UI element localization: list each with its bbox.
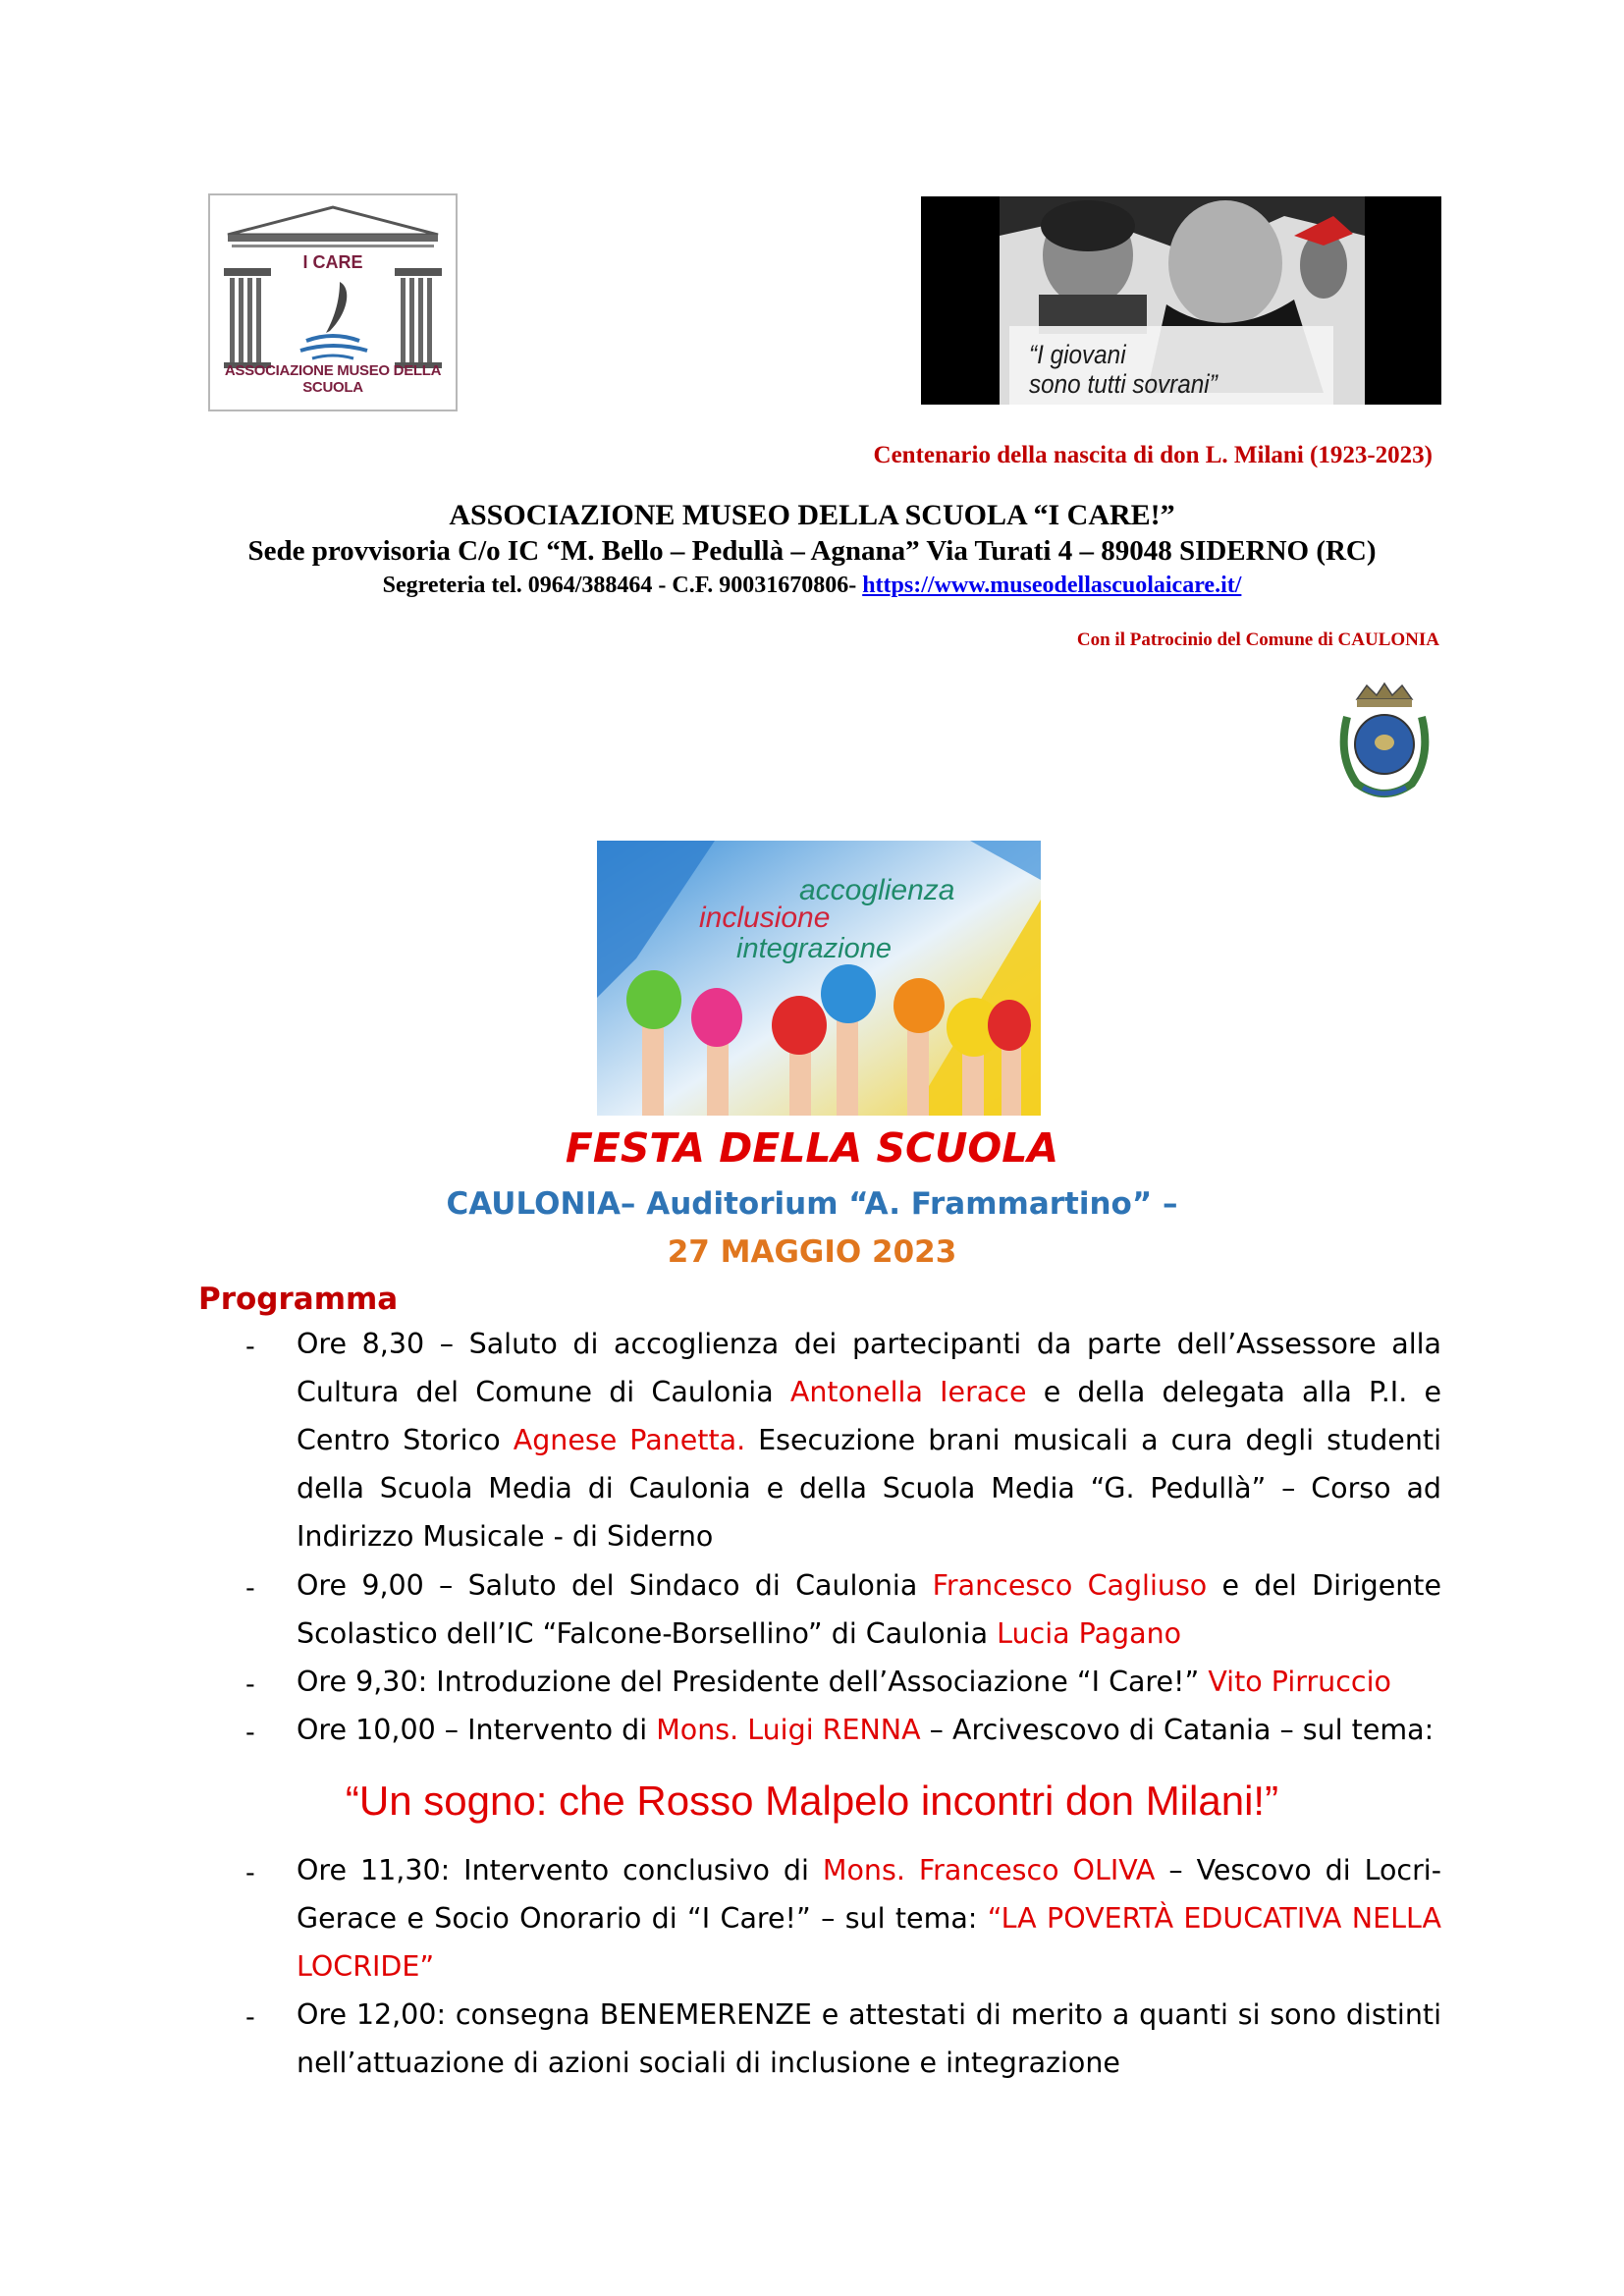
photo-caption	[1029, 340, 1218, 399]
logo-label: I CARE	[302, 252, 363, 272]
text-segment: Ore 10,00 – Intervento di	[297, 1714, 657, 1746]
caption-line-1: “I giovani	[1029, 340, 1126, 369]
association-title: ASSOCIAZIONE MUSEO DELLA SCUOLA “I CARE!”	[449, 499, 1175, 531]
text-segment: e della delegata alla P.I. e Centro Storico	[297, 1376, 1442, 1456]
event-venue: CAULONIA– Auditorium “A. Frammartino” –	[446, 1186, 1178, 1222]
person-name: Mons. Francesco OLIVA	[822, 1854, 1156, 1886]
text-segment: e del Dirigente Scolastico dell’IC “Falcone-Borsellino” di Caulonia	[297, 1569, 1442, 1650]
patrocinio-line: Con il Patrocinio del Comune di CAULONIA	[1076, 629, 1439, 650]
programma-heading: Programma	[198, 1282, 399, 1317]
text-segment: Ore 9,00 – Saluto del Sindaco di Caulonia	[297, 1569, 933, 1602]
banner-word-accoglienza: accoglienza	[799, 874, 955, 906]
centenario-line: Centenario della nascita di don L. Milani (1923-2023)	[873, 442, 1433, 468]
text-segment: Ore 12,00: consegna BENEMERENZE e attestati di merito a quanti si sono distinti nell’attuazione di azioni sociali di inclusione e integrazione	[297, 1998, 1441, 2079]
program-item-text	[297, 1706, 1441, 1754]
list-dash: -	[245, 1858, 255, 1888]
coat-of-arms-icon	[1327, 678, 1441, 807]
person-name: Francesco Cagliuso	[932, 1569, 1208, 1602]
sede-line: Sede provvisoria C/o IC “M. Bello – Pedullà – Agnana” Via Turati 4 – 89048 SIDERNO (RC)	[247, 535, 1377, 567]
text-segment: Ore 11,30: Intervento conclusivo di	[297, 1854, 823, 1886]
logo-caption: ASSOCIAZIONE MUSEO DELLA SCUOLA	[224, 362, 442, 396]
segreteria-text: Segreteria tel. 0964/388464 - C.F. 90031670806-	[382, 573, 863, 598]
event-banner	[597, 841, 1041, 1116]
text-segment: – Arcivescovo di Catania – sul tema:	[920, 1714, 1435, 1746]
banner-word-inclusione: inclusione	[699, 902, 831, 934]
program-item-text	[297, 1991, 1441, 2087]
text-segment: – Vescovo di Locri-Gerace e Socio Onorario di “I Care!” – sul tema:	[297, 1854, 1441, 1935]
list-dash: -	[245, 2002, 255, 2033]
person-name: Mons. Luigi RENNA	[656, 1714, 921, 1746]
program-item-text	[297, 1846, 1441, 1991]
milani-photo	[921, 196, 1441, 405]
list-dash: -	[245, 1573, 255, 1604]
text-segment: Esecuzione brani musicali a cura degli studenti della Scuola Media di Caulonia e della Scuola Media “G. Pedullà” – Corso ad Indirizzo Musicale - di Siderno	[297, 1424, 1441, 1553]
theme-title: “LA POVERTÀ EDUCATIVA NELLA LOCRIDE”	[297, 1902, 1441, 1983]
list-dash: -	[245, 1332, 255, 1362]
list-dash: -	[245, 1669, 255, 1700]
text-segment: Ore 9,30: Introduzione del Presidente dell’Associazione “I Care!”	[297, 1666, 1209, 1698]
website-link[interactable]: https://www.museodellascuolaicare.it/	[862, 573, 1242, 598]
text-segment: Ore 8,30 – Saluto di accoglienza dei partecipanti da parte dell’Assessore alla Cultura del Comune di Caulonia	[297, 1328, 1441, 1408]
list-dash: -	[245, 1718, 255, 1748]
person-name: Vito Pirruccio	[1208, 1666, 1391, 1698]
theme-quote: “Un sogno: che Rosso Malpelo incontri don Milani!”	[345, 1777, 1279, 1824]
segreteria-line	[0, 573, 1624, 599]
event-date: 27 MAGGIO 2023	[667, 1234, 957, 1270]
museo-logo	[208, 193, 458, 411]
banner-word-integrazione: integrazione	[736, 933, 892, 964]
event-title: FESTA DELLA SCUOLA	[565, 1124, 1059, 1172]
person-name: Agnese Panetta.	[513, 1424, 746, 1456]
program-item-text	[297, 1320, 1441, 1560]
person-name: Antonella Ierace	[789, 1376, 1027, 1408]
caption-line-2: sono tutti sovrani”	[1029, 369, 1218, 399]
program-item-text	[297, 1561, 1441, 1658]
program-item-text	[297, 1658, 1441, 1706]
person-name: Lucia Pagano	[997, 1617, 1182, 1650]
